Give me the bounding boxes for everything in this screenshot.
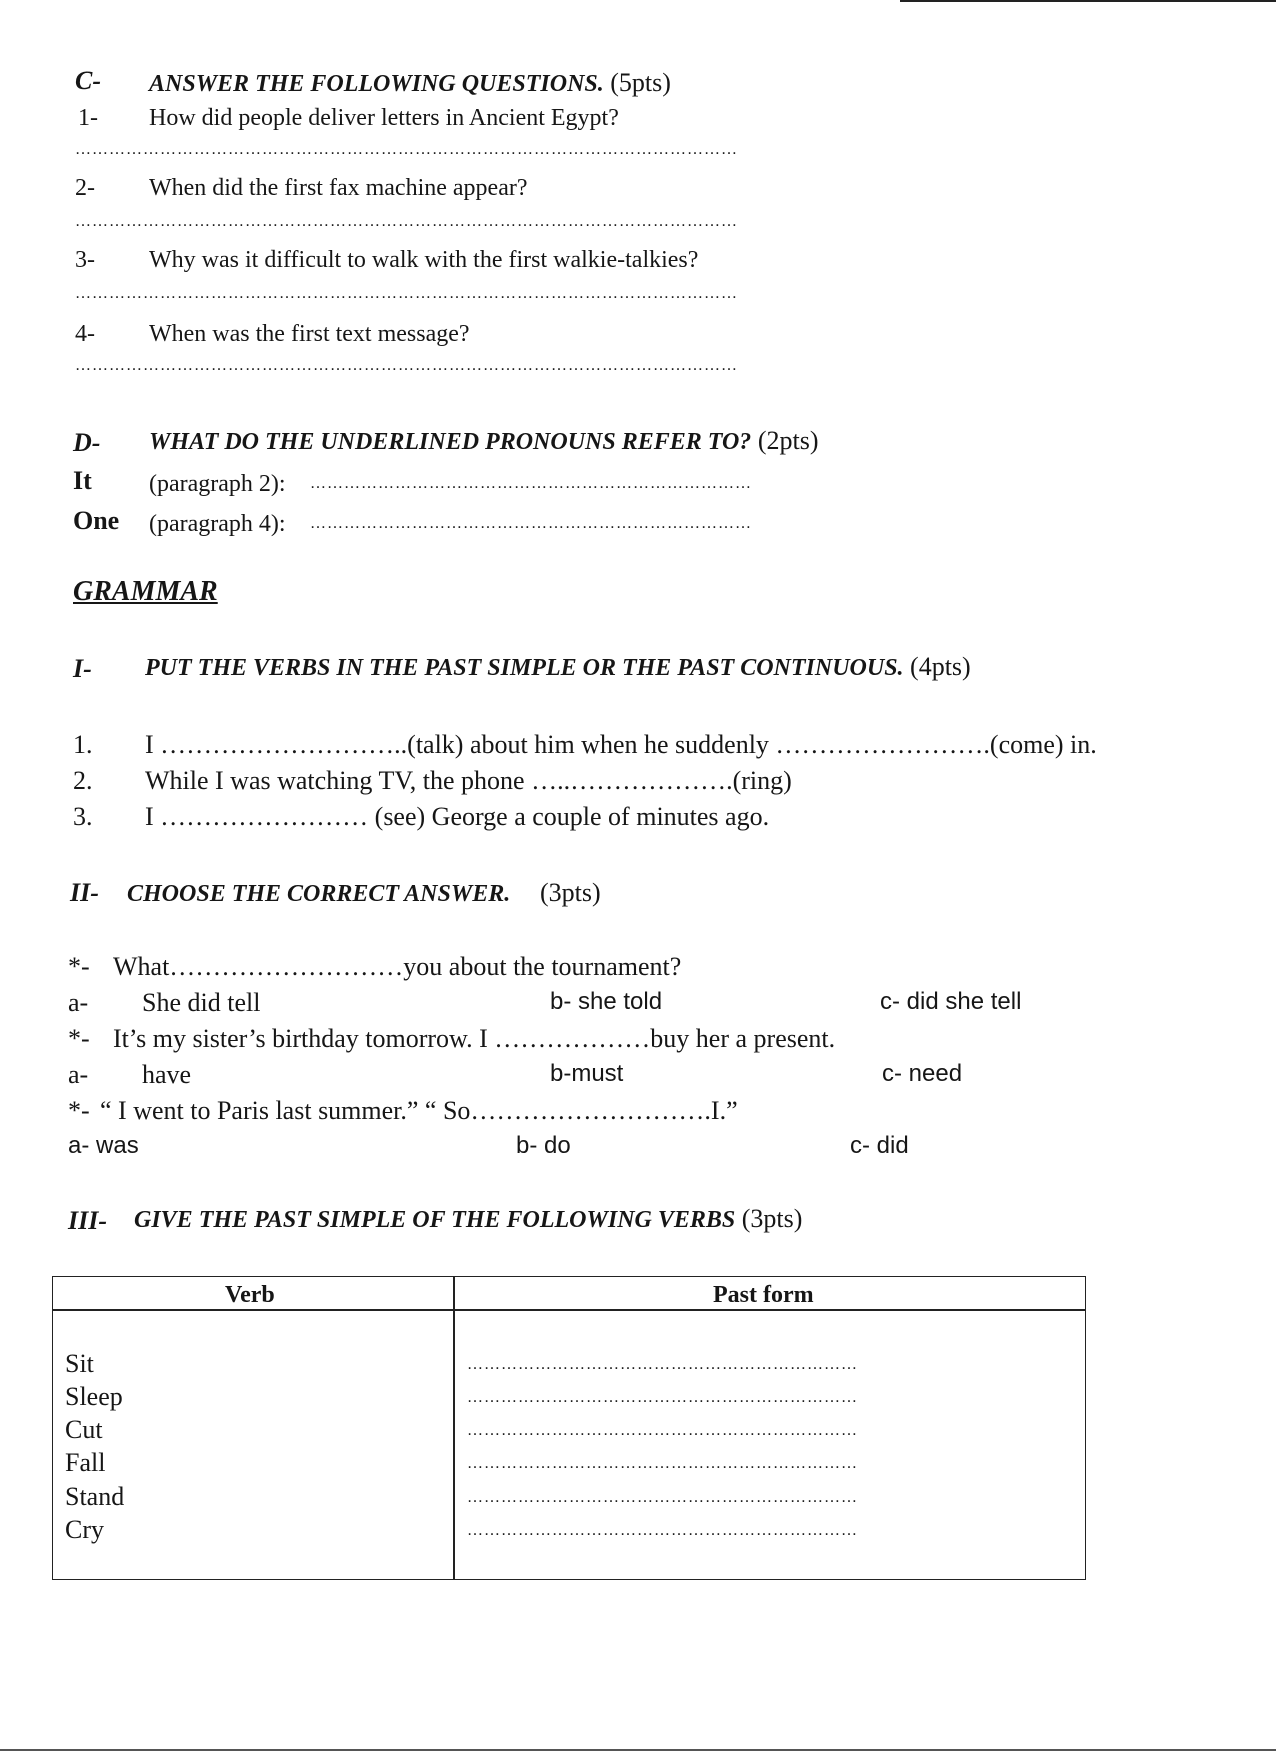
choice-q1-option-a[interactable]: She did tell: [142, 988, 261, 1017]
verb-fall: Fall: [65, 1448, 106, 1477]
table-column-divider: [453, 1277, 455, 1579]
choice-q3-option-c[interactable]: c- did: [850, 1132, 909, 1159]
question-2-num: 2-: [75, 175, 95, 201]
choice-q3-text: “ I went to Paris last summer.” “ So……………………….I.”: [100, 1096, 738, 1125]
section-d-title-row: [149, 428, 818, 454]
choice-q3-prefix: *-: [68, 1096, 90, 1125]
pronoun-one-ref: (paragraph 4):: [149, 511, 286, 537]
question-1-num: 1-: [78, 105, 98, 131]
table-header-divider: [53, 1309, 1085, 1311]
pronoun-it-blank[interactable]: ……………………………………………………………………: [310, 475, 752, 492]
choice-q1-option-c[interactable]: c- did she tell: [880, 988, 1022, 1015]
choice-q2-prefix: *-: [68, 1024, 90, 1053]
bottom-edge-line: [0, 1749, 1276, 1751]
grammar-heading: GRAMMAR: [73, 576, 218, 607]
past-form-blank-sit[interactable]: ……………………………………………………………: [467, 1356, 858, 1373]
choice-q3-option-a[interactable]: a- was: [68, 1132, 139, 1159]
top-edge-line: [900, 0, 1276, 2]
choice-q1-option-b[interactable]: b- she told: [550, 988, 663, 1015]
verb-stand: Stand: [65, 1482, 125, 1511]
grammar-section-1-title: PUT THE VERBS IN THE PAST SIMPLE OR THE PAST CONTINUOUS.: [145, 655, 904, 681]
choice-q2-text: It’s my sister’s birthday tomorrow. I ………………buy her a present.: [113, 1024, 836, 1053]
grammar-section-3-title: GIVE THE PAST SIMPLE OF THE FOLLOWING VERBS: [134, 1207, 736, 1233]
verb-cut: Cut: [65, 1415, 103, 1444]
grammar-section-3-title-row: [134, 1206, 802, 1232]
pronoun-one: One: [73, 506, 120, 535]
choice-q2-option-c[interactable]: c- need: [882, 1060, 963, 1087]
past-form-blank-cut[interactable]: ……………………………………………………………: [467, 1422, 858, 1439]
grammar-section-1-title-row: [145, 654, 971, 680]
question-3-text: Why was it difficult to walk with the first walkie-talkies?: [149, 247, 699, 273]
grammar-section-3-points: (3pts): [741, 1204, 803, 1233]
verb-item-2-num: 2.: [73, 766, 93, 795]
grammar-section-2-title: CHOOSE THE CORRECT ANSWER.: [127, 881, 511, 907]
question-4-num: 4-: [75, 321, 95, 347]
past-form-blank-fall[interactable]: ……………………………………………………………: [467, 1455, 858, 1472]
past-form-blank-sleep[interactable]: ……………………………………………………………: [467, 1389, 858, 1406]
section-d-points: (2pts): [757, 426, 819, 455]
pronoun-it-ref: (paragraph 2):: [149, 471, 286, 497]
verb-sleep: Sleep: [65, 1382, 123, 1411]
choice-q2-option-a[interactable]: have: [142, 1060, 192, 1089]
choice-q1-text: What………………………you about the tournament?: [113, 952, 682, 981]
table-header-past-form: Past form: [713, 1282, 814, 1308]
grammar-section-2-num: II-: [70, 878, 99, 907]
past-form-blank-cry[interactable]: ……………………………………………………………: [467, 1522, 858, 1539]
verb-sit: Sit: [65, 1349, 94, 1378]
choice-q1-a-label: a-: [68, 988, 89, 1017]
pronoun-it: It: [73, 466, 92, 495]
section-c-letter: C-: [75, 66, 101, 95]
verb-item-1-text[interactable]: I ………………………..(talk) about him when he suddenly …………………….(come) in.: [145, 730, 1097, 759]
table-header-verb: Verb: [225, 1282, 275, 1308]
answer-line-3[interactable]: ………………………………………………………………………………………………………: [75, 285, 738, 302]
question-2-text: When did the first fax machine appear?: [149, 175, 528, 201]
verb-item-2-text[interactable]: While I was watching TV, the phone …..……………….(ring): [145, 766, 792, 795]
grammar-section-2-points: (3pts): [540, 878, 601, 907]
section-c-title-row: [149, 70, 671, 96]
question-3-num: 3-: [75, 247, 95, 273]
verb-item-3-num: 3.: [73, 802, 93, 831]
choice-q3-option-b[interactable]: b- do: [516, 1132, 571, 1159]
pronoun-one-blank[interactable]: ……………………………………………………………………: [310, 515, 752, 532]
choice-q1-prefix: *-: [68, 952, 90, 981]
choice-q2-option-b[interactable]: b-must: [550, 1060, 624, 1087]
answer-line-1[interactable]: ………………………………………………………………………………………………………: [75, 141, 738, 158]
grammar-section-3-num: III-: [68, 1206, 108, 1235]
past-simple-table: [52, 1276, 1086, 1580]
question-4-text: When was the first text message?: [149, 321, 470, 347]
answer-line-4[interactable]: ………………………………………………………………………………………………………: [75, 357, 738, 374]
verb-item-3-text[interactable]: I …………………… (see) George a couple of minutes ago.: [145, 802, 770, 831]
choice-q2-a-label: a-: [68, 1060, 89, 1089]
grammar-section-1-num: I-: [73, 654, 92, 683]
section-d-title: WHAT DO THE UNDERLINED PRONOUNS REFER TO?: [149, 429, 752, 455]
answer-line-2[interactable]: ………………………………………………………………………………………………………: [75, 213, 738, 230]
question-1-text: How did people deliver letters in Ancient Egypt?: [149, 105, 619, 131]
section-d-letter: D-: [73, 428, 101, 457]
grammar-section-1-points: (4pts): [910, 652, 971, 681]
verb-item-1-num: 1.: [73, 730, 93, 759]
section-c-points: (5pts): [610, 68, 671, 97]
verb-cry: Cry: [65, 1515, 104, 1544]
section-c-title: ANSWER THE FOLLOWING QUESTIONS.: [149, 71, 604, 97]
past-form-blank-stand[interactable]: ……………………………………………………………: [467, 1489, 858, 1506]
